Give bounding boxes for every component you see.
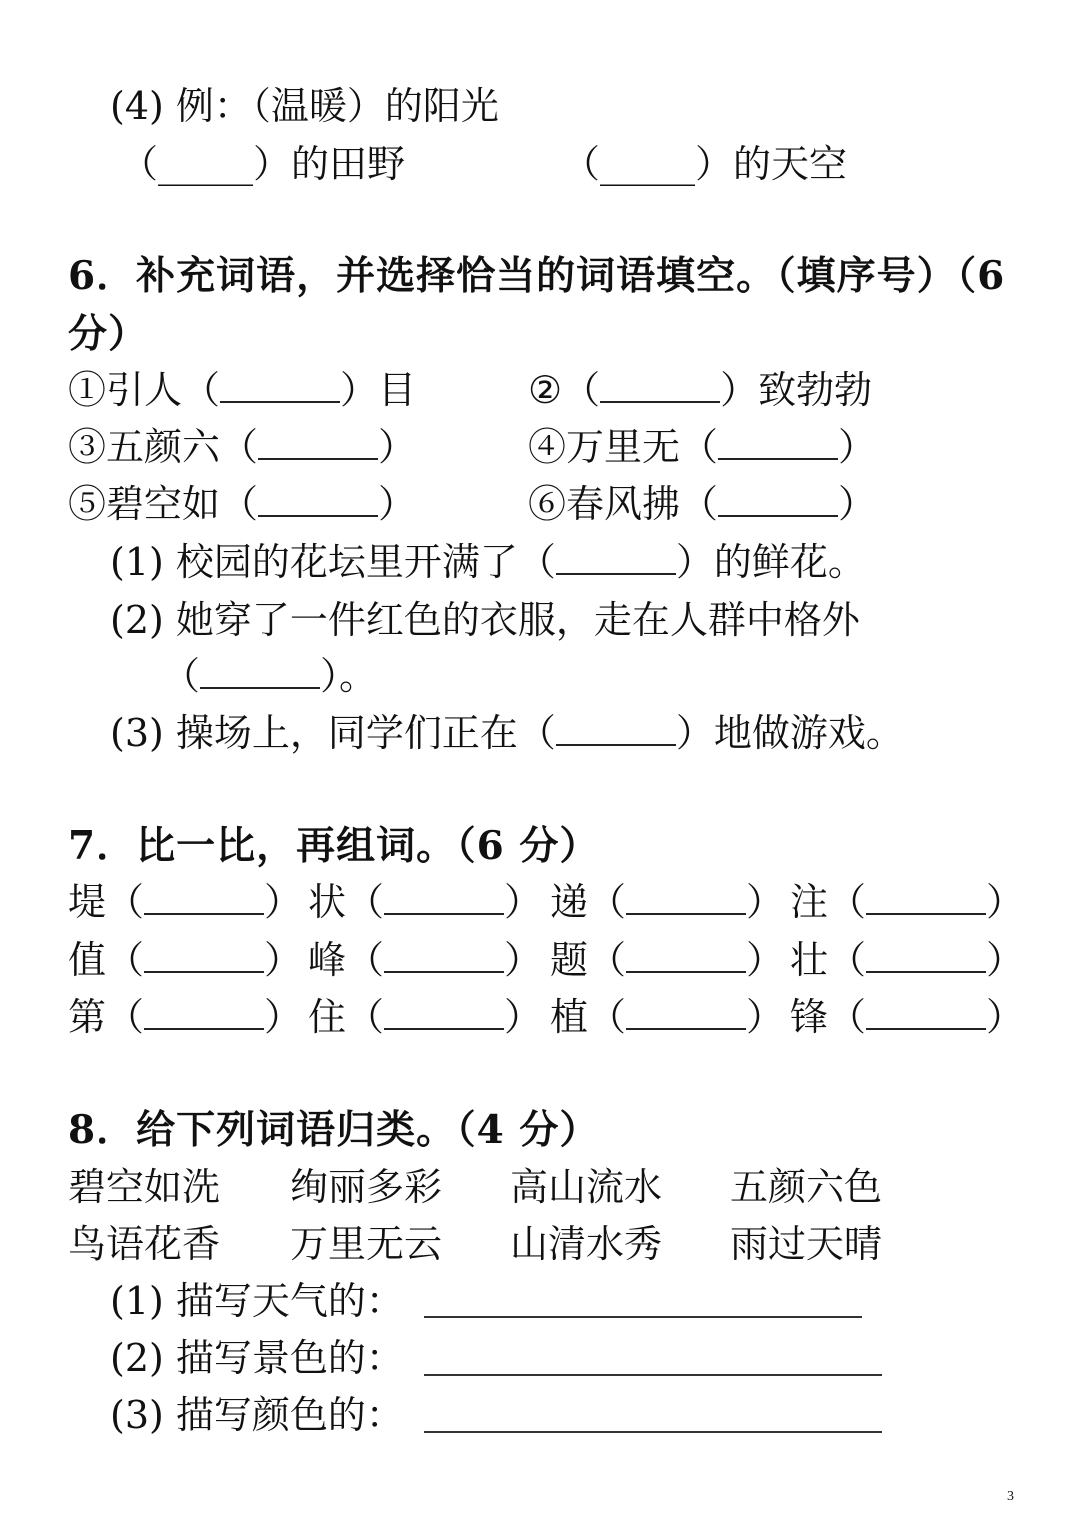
q7-blank[interactable] <box>866 941 986 973</box>
q7-word-cell <box>790 993 1024 1041</box>
q6-s2-blank[interactable] <box>200 657 320 689</box>
q7-char: 题 <box>550 938 589 982</box>
q6-word-4-blank[interactable] <box>718 428 838 460</box>
q7-char: 堤 <box>68 880 107 924</box>
q6-word-4-pre: ④万里无（ <box>528 425 719 469</box>
q6-word-3 <box>68 423 416 471</box>
q7-blank[interactable] <box>144 883 264 915</box>
q7-paren-close: ） <box>504 995 543 1039</box>
q7-paren-close: ） <box>264 995 303 1039</box>
q7-paren-close: ） <box>986 995 1025 1039</box>
q6-word-6-blank[interactable] <box>718 485 838 517</box>
q6-word-2-post: ）致勃勃 <box>720 368 873 412</box>
q7-paren-close: ） <box>504 880 543 924</box>
q7-blank[interactable] <box>384 883 504 915</box>
q6-word-3-post: ） <box>378 425 417 469</box>
q7-blank[interactable] <box>866 998 986 1030</box>
q7-word-cell <box>308 936 542 984</box>
q7-char: 值 <box>68 938 107 982</box>
q6-title: 6．补充词语，并选择恰当的词语填空。（填序号）（6 <box>68 253 1006 299</box>
q7-paren-close: ） <box>746 880 785 924</box>
q7-paren-open: （ <box>106 995 145 1039</box>
q7-char: 峰 <box>308 938 347 982</box>
q7-blank[interactable] <box>144 941 264 973</box>
q7-blank[interactable] <box>144 998 264 1030</box>
q6-word-1-pre: ①引人（ <box>68 368 221 412</box>
q7-char: 递 <box>550 880 589 924</box>
q7-paren-open: （ <box>828 938 867 982</box>
q6-word-4 <box>528 423 876 471</box>
q6-s3-blank[interactable] <box>556 714 676 746</box>
q7-paren-close: ） <box>746 938 785 982</box>
q6-word-2-pre: ②（ <box>528 368 601 412</box>
q5-example: (4) 例：（温暖）的阳光 <box>110 84 499 128</box>
q6-s1-blank[interactable] <box>556 543 676 575</box>
q7-word-cell <box>790 878 1024 926</box>
q7-title: 7．比一比，再组词。（6 分） <box>68 823 600 869</box>
q6-s2-post: ）。 <box>320 654 378 698</box>
q7-blank[interactable] <box>626 998 746 1030</box>
q6-s3-pre: (3) 操场上，同学们正在（ <box>110 711 556 755</box>
q8-word: 雨过天晴 <box>730 1222 883 1266</box>
q8-word: 绚丽多彩 <box>290 1165 443 1209</box>
q6-s2-pre: （ <box>162 654 201 698</box>
q7-paren-open: （ <box>346 995 385 1039</box>
q6-sentence-3 <box>110 709 904 757</box>
q6-word-6-pre: ⑥春风拂（ <box>528 482 719 526</box>
q6-word-5 <box>68 480 416 528</box>
q6-s1-post: ）的鲜花。 <box>675 540 866 584</box>
q7-paren-open: （ <box>106 938 145 982</box>
q5-item-field: （_____）的田野 <box>120 142 406 186</box>
q6-sentence-2: (2) 她穿了一件红色的衣服，走在人群中格外 <box>110 598 860 642</box>
q7-paren-close: ） <box>986 938 1025 982</box>
q7-paren-close: ） <box>264 880 303 924</box>
q7-paren-open: （ <box>828 995 867 1039</box>
q5-item-sky: （_____）的天空 <box>562 142 848 186</box>
q7-paren-close: ） <box>504 938 543 982</box>
q7-word-cell <box>68 936 302 984</box>
q8-word: 碧空如洗 <box>68 1165 221 1209</box>
q7-blank[interactable] <box>626 941 746 973</box>
q7-blank[interactable] <box>384 998 504 1030</box>
q6-word-2-blank[interactable] <box>600 371 720 403</box>
q7-paren-open: （ <box>346 938 385 982</box>
q7-paren-open: （ <box>588 880 627 924</box>
q8-category-weather: (1) 描写天气的： <box>110 1279 404 1323</box>
q6-word-3-blank[interactable] <box>258 428 378 460</box>
q7-char: 住 <box>308 995 347 1039</box>
q7-word-cell <box>550 878 784 926</box>
q6-s1-pre: (1) 校园的花坛里开满了（ <box>110 540 556 584</box>
q7-char: 锋 <box>790 995 829 1039</box>
q7-char: 壮 <box>790 938 829 982</box>
q8-word: 高山流水 <box>510 1165 663 1209</box>
q6-word-6 <box>528 480 876 528</box>
q7-paren-open: （ <box>828 880 867 924</box>
q8-answer-line-weather[interactable] <box>424 1316 862 1318</box>
q7-word-cell <box>550 993 784 1041</box>
q6-word-1-blank[interactable] <box>220 371 340 403</box>
q6-word-2 <box>528 366 872 414</box>
q7-paren-open: （ <box>588 995 627 1039</box>
q8-title: 8．给下列词语归类。（4 分） <box>68 1107 600 1153</box>
q6-s3-post: ）地做游戏。 <box>675 711 904 755</box>
q7-paren-close: ） <box>986 880 1025 924</box>
q6-word-6-post: ） <box>838 482 877 526</box>
q6-word-4-post: ） <box>838 425 877 469</box>
q6-word-1-post: ）目 <box>340 368 417 412</box>
q8-category-color: (3) 描写颜色的： <box>110 1393 404 1437</box>
q7-paren-open: （ <box>106 880 145 924</box>
q8-word: 山清水秀 <box>510 1222 663 1266</box>
q8-word: 五颜六色 <box>730 1165 883 1209</box>
q8-word: 万里无云 <box>290 1222 443 1266</box>
q7-char: 注 <box>790 880 829 924</box>
q6-word-3-pre: ③五颜六（ <box>68 425 259 469</box>
q7-char: 植 <box>550 995 589 1039</box>
q8-answer-line-color[interactable] <box>424 1431 882 1433</box>
q7-word-cell <box>550 936 784 984</box>
q8-answer-line-scenery[interactable] <box>424 1374 882 1376</box>
q7-blank[interactable] <box>866 883 986 915</box>
q7-blank[interactable] <box>626 883 746 915</box>
q7-paren-close: ） <box>264 938 303 982</box>
q7-word-cell <box>68 878 302 926</box>
q6-word-5-blank[interactable] <box>258 485 378 517</box>
q7-paren-close: ） <box>746 995 785 1039</box>
q6-word-5-post: ） <box>378 482 417 526</box>
q7-word-cell <box>790 936 1024 984</box>
q7-word-cell <box>68 993 302 1041</box>
q6-word-5-pre: ⑤碧空如（ <box>68 482 259 526</box>
q6-sentence-2-cont <box>162 652 377 700</box>
page-number: 3 <box>1007 1489 1014 1504</box>
q7-paren-open: （ <box>588 938 627 982</box>
q7-paren-open: （ <box>346 880 385 924</box>
q8-word: 鸟语花香 <box>68 1222 221 1266</box>
q7-word-cell <box>308 878 542 926</box>
q6-sentence-1 <box>110 538 866 586</box>
q7-blank[interactable] <box>384 941 504 973</box>
q7-char: 状 <box>308 880 347 924</box>
q7-word-cell <box>308 993 542 1041</box>
q6-title-cont: 分） <box>68 311 149 357</box>
q7-char: 第 <box>68 995 107 1039</box>
q6-word-1 <box>68 366 416 414</box>
q8-category-scenery: (2) 描写景色的： <box>110 1336 404 1380</box>
